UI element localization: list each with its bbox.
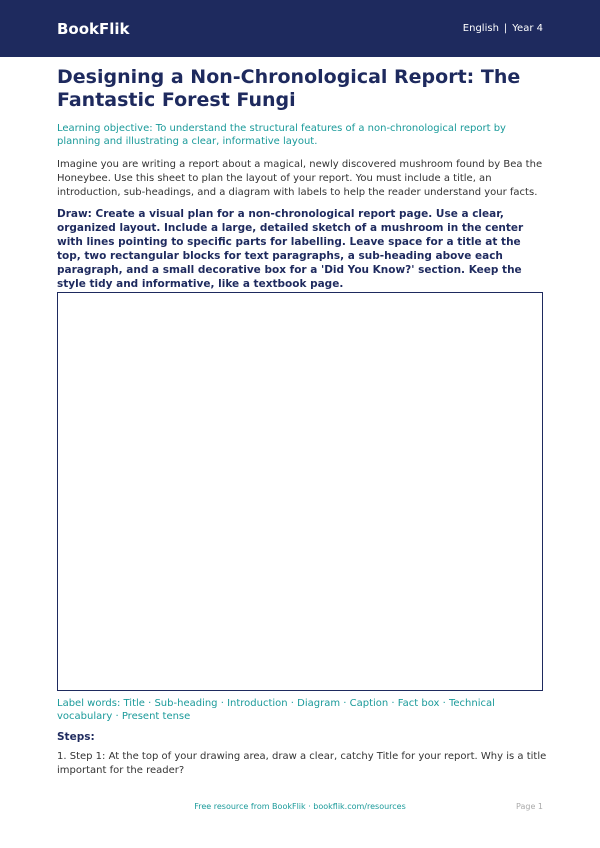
intro-paragraph: Imagine you are writing a report about a magical, newly discovered mushroom found by Bea the Honeybee. Use this sheet to plan the layout of your report. You must include a title, an introduction, sub-headings, and a diagram with labels to help the reader understand your facts. [57,159,543,198]
subject-year [463,23,543,34]
steps-heading: Steps: [57,731,95,743]
year-label: Year 4 [512,23,543,34]
brand-logo[interactable]: BookFlik [57,19,130,38]
drawing-area[interactable] [57,292,543,691]
learning-objective: Learning objective: To understand the structural features of a non-chronological report by planning and illustrating a clear, informative layout. [57,123,506,147]
header-bar [0,0,600,57]
label-words: Label words: Title · Sub-heading · Introduction · Diagram · Caption · Fact box · Technical vocabulary · Present tense [57,698,495,722]
drawing-prompt: Draw: Create a visual plan for a non-chronological report page. Use a clear, organized layout. Include a large, detailed sketch of a mushroom in the center with lines pointing to specific parts for labelling. Leave space for a title at the top, two rectangular blocks for text paragraphs, a sub-heading above each paragraph, and a small decorative box for a 'Did You Know?' section. Keep the style tidy and informative, like a textbook page. [57,208,524,290]
footer-credit[interactable]: Free resource from BookFlik · bookflik.com/resources [194,802,406,811]
footer [0,802,600,814]
page-title: Designing a Non-Chronological Report: The Fantastic Forest Fungi [57,66,521,111]
step-item: 1. Step 1: At the top of your drawing area, draw a clear, catchy Title for your report. Why is a title important for the reader? [57,751,547,776]
page-number: Page 1 [516,802,543,811]
meta-separator: | [503,23,508,34]
subject-label: English [462,23,499,34]
